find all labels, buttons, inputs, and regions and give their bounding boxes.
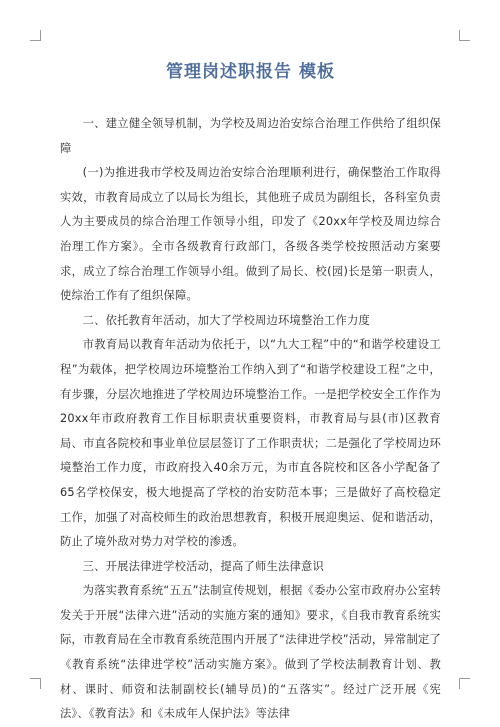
- page-corner-mark-top-right: [459, 30, 470, 41]
- section-heading-1: 一、建立健全领导机制，为学校及周边治安综合治理工作供给了组织保障: [60, 117, 441, 155]
- body-paragraph-3: 为落实教育系统“五五”法制宣传规划，根据《委办公室市政府办公室转发关于开展“法律六进”活动的实施方案的通知》要求，《自我市教育系统实际，市教育局在全市教育系统范围内开展了“法律进学校”活动，异常制定了《教育系统“法律进学校”活动实施方案》。做到了学校法制教育计划、教材、课时、师资和法制副校长(辅导员)的“五落实”。经过广泛开展《宪法》、《教育法》和《未成年人保护法》等法律: [60, 584, 441, 721]
- document-page: [60, 60, 441, 727]
- body-paragraph-1: (一)为推进我市学校及周边治安综合治理顺利进行，确保整治工作取得实效，市教育局成立了以局长为组长，其他班子成员为副组长，各科室负责人为主要成员的综合治理工作领导小组，印发了《20xx年学校及周边综合治理工作方案》。全市各级教育行政部门，各级各类学校按照活动方案要求，成立了综合治理工作领导小组。做到了局长、校(园)长是第一职责人，使综治工作有了组织保障。: [60, 166, 441, 303]
- document-title: 管理岗述职报告 模板: [166, 62, 335, 82]
- section-heading-3: 三、开展法律进学校活动，提高了师生法律意识: [82, 559, 325, 573]
- page-corner-mark-top-left: [30, 30, 41, 41]
- page-corner-mark-bottom-right: [459, 678, 470, 689]
- body-paragraph-2: 市教育局以教育年活动为依托于，以“九大工程”中的“和谐学校建设工程”为载体，把学校周边环境整治工作纳入到了“和谐学校建设工程”之中，有步骤，分层次地推进了学校周边环境整治工作。一是把学校安全工作作为20xx年市政府教育工作目标职责状重要资料，市教育局与县(市)区教育局、市直各院校和事业单位层层签订了工作职责状；二是强化了学校周边环境整治工作力度，市政府投入40余万元，为市直各院校和区各小学配备了65名学校保安，极大地提高了学校的治安防范本事；三是做好了高校稳定工作，加强了对高校师生的政治思想教育，积极开展迎奥运、促和谐活动，防止了境外敌对势力对学校的渗透。: [60, 338, 441, 549]
- page-corner-mark-bottom-left: [30, 678, 41, 689]
- section-heading-2: 二、依托教育年活动，加大了学校周边环境整治工作力度: [82, 313, 371, 327]
